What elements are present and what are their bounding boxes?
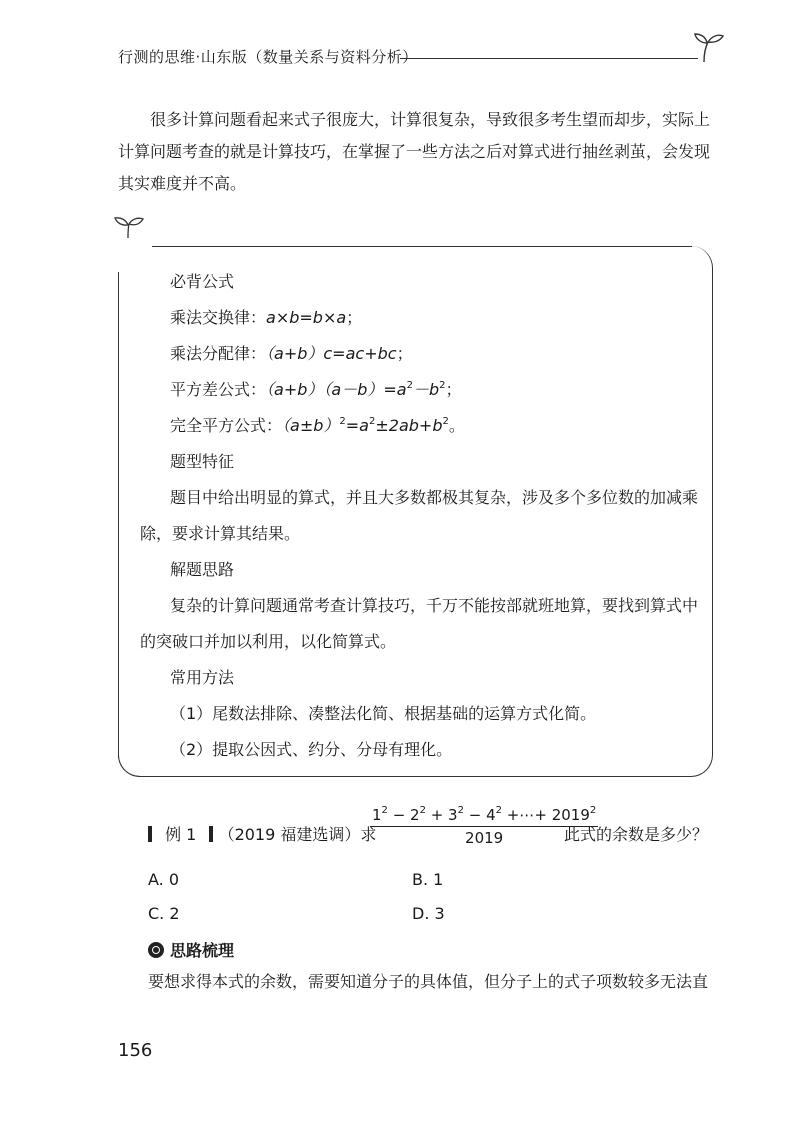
header-title: 行测的思维·山东版（数量关系与资料分析） [118,48,418,66]
choice-b: B. 1 [412,870,444,889]
header-rule [400,58,698,59]
example-suffix: 此式的余数是多少？ [564,825,709,844]
formula-heading: 必背公式 [170,272,235,291]
analysis-text: 要想求得本式的余数，需要知道分子的具体值，但分子上的式子项数较多无法直 [148,972,709,991]
example-question [148,806,748,862]
intro-paragraph: 很多计算问题看起来式子很庞大，计算很复杂，导致很多考生望而却步，实际上计算问题考查的就是计算技巧，在掌握了一些方法之后对算式进行抽丝剥茧，会发现其实难度并不高。 [118,110,711,193]
sprout-icon [112,214,146,240]
method-item: （2）提取公因式、约分、分母有理化。 [170,740,453,759]
example-prefix [148,822,376,845]
formula-distributive: 乘法分配律：（a+b）c=ac+bc； [170,344,413,363]
analysis-heading: 思路梳理 [148,938,234,961]
method-item: （1）尾数法排除、凑整法化简、根据基础的运算方式化简。 [170,704,597,723]
formula-perfect-square: 完全平方公式：$(a\pm b)^2=a^2\pm 2ab+b^2$。 [170,416,465,435]
example-source: （2019 福建选调）求 [218,825,377,844]
bulb-icon [148,942,164,958]
example-label: 例 1 [165,825,197,844]
formula-difference-of-squares: 平方差公式：$(a+b)(a-b)=a^2-b^2$； [170,380,462,399]
feature-heading: 题型特征 [170,452,235,471]
choice-c: C. 2 [148,904,180,923]
choice-a: A. 0 [148,870,180,889]
fraction-numerator: $1^2 - 2^2 + 3^2 - 4^2$ +⋯+ $2019^2$ [370,806,598,827]
choice-d: D. 3 [412,904,445,923]
formula-box-top-border [152,246,692,247]
approach-text: 复杂的计算问题通常考查计算技巧，千万不能按部就班地算，要找到算式中的突破口并加以利用，以化简算式。 [140,596,699,651]
feature-text: 题目中给出明显的算式，并且大多数都极其复杂，涉及多个多位数的加减乘除，要求计算其结果。 [140,488,699,543]
label-bar-right [209,826,213,842]
methods-heading: 常用方法 [170,668,235,687]
page-number: 156 [118,1040,153,1061]
formula-commutative: 乘法交换律：a×b=b×a； [170,308,363,327]
label-bar-left [148,826,152,842]
fraction-denominator: 2019 [465,829,504,847]
formula-box [140,264,700,768]
sprout-icon [690,28,726,64]
approach-heading: 解题思路 [170,560,235,579]
formula-box-left-border [118,272,119,758]
